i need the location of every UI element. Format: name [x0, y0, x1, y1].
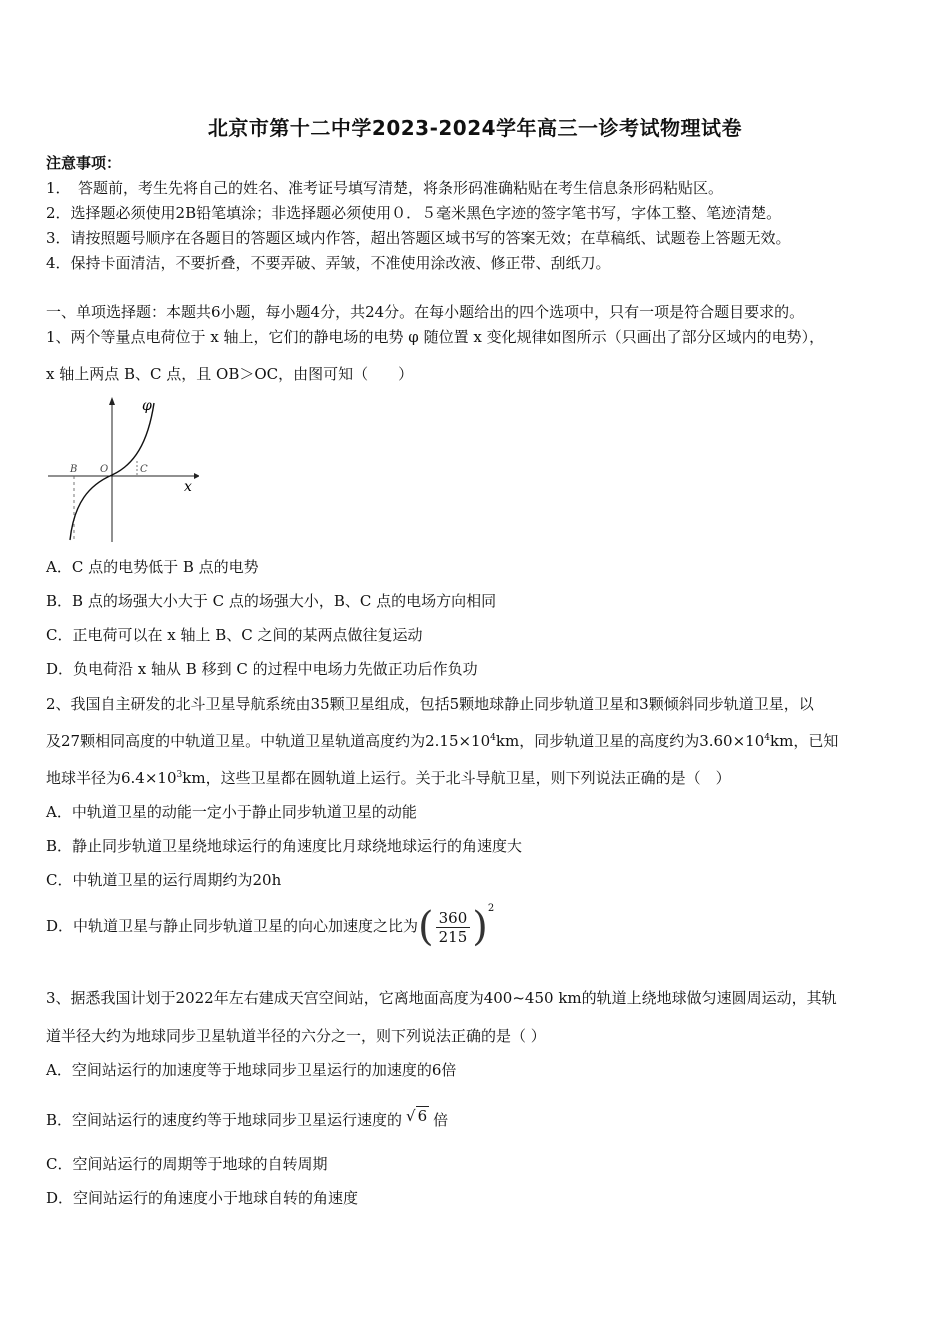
notice-heading: 注意事项：: [46, 154, 122, 172]
q2-exponent-2: 4: [764, 733, 770, 743]
right-paren: ): [472, 904, 488, 950]
notice-item-4: 4．保持卡面清洁，不要折叠，不要弄破、弄皱，不准使用涂改液、修正带、刮纸刀。: [46, 254, 611, 272]
fraction-power: 2: [487, 903, 495, 914]
q1-stem-line-1: 1、两个等量点电荷位于 x 轴上，它们的静电场的电势 φ 随位置 x 变化规律如图所示（只画出了部分区域内的电势），: [46, 328, 825, 346]
potential-graph: [44, 393, 199, 545]
notice-item-1: 1． 答题前，考生先将自己的姓名、准考证号填写清楚，将条形码准确粘贴在考生信息条形码粘贴区。: [46, 179, 724, 197]
fraction-numerator: 360: [436, 909, 471, 928]
q2-line2-part-b: km，同步轨道卫星的高度约为3.60×10: [495, 732, 765, 750]
notice-item-2: 2．选择题必须使用2B铅笔填涂；非选择题必须使用０．５毫米黑色字迹的签字笔书写，字体工整、笔迹清楚。: [46, 204, 782, 222]
q3-option-b: [46, 1106, 448, 1130]
q3-option-a: A．空间站运行的加速度等于地球同步卫星运行的加速度的6倍: [46, 1061, 457, 1079]
q2-option-b: B．静止同步轨道卫星绕地球运行的角速度比月球绕地球运行的角速度大: [46, 837, 523, 855]
label-o: O: [100, 464, 109, 475]
q2-option-d-text: D．中轨道卫星与静止同步轨道卫星的向心加速度之比为: [46, 917, 419, 935]
q2-stem-line-1: 2、我国自主研发的北斗卫星导航系统由35颗卫星组成，包括5颗地球静止同步轨道卫星和3颗倾斜同步轨道卫星，以: [46, 695, 814, 713]
section-heading: 一、单项选择题：本题共6小题，每小题4分，共24分。在每小题给出的四个选项中，只有一项是符合题目要求的。: [46, 303, 805, 321]
q2-option-a: A．中轨道卫星的动能一定小于静止同步轨道卫星的动能: [46, 803, 417, 821]
q2-exponent-1: 4: [490, 733, 496, 743]
fraction-denominator: 215: [438, 927, 468, 946]
q3-option-b-suffix: 倍: [433, 1111, 449, 1129]
q2-exponent-3: 3: [176, 770, 183, 780]
q2-line2-part-c: km，已知: [770, 732, 839, 750]
q2-line3-part-a: 地球半径为6.4×10: [46, 769, 177, 787]
left-paren: (: [418, 904, 434, 950]
sqrt-radicand: 6: [417, 1107, 428, 1125]
ratio-fraction: [436, 909, 471, 946]
q1-stem-line-2: x 轴上两点 B、C 点，且 OB＞OC，由图可知（ ）: [46, 365, 414, 383]
x-label: x: [184, 479, 192, 495]
q2-option-c: C．中轨道卫星的运行周期约为20h: [46, 871, 282, 889]
label-b: B: [70, 464, 78, 475]
page-title: 北京市第十二中学2023-2024学年高三一诊考试物理试卷: [207, 116, 743, 140]
q2-line2-part-a: 及27颗相同高度的中轨道卫星。中轨道卫星轨道高度约为2.15×10: [46, 732, 491, 750]
q2-line3-part-b: km，这些卫星都在圆轨道上运行。关于北斗导航卫星，则下列说法正确的是（ ）: [182, 769, 731, 787]
sqrt-expression: √ 6: [406, 1107, 428, 1125]
q2-option-d: [46, 903, 495, 950]
q2-stem-line-2: [46, 731, 838, 751]
q3-stem-line-2: 道半径大约为地球同步卫星轨道半径的六分之一，则下列说法正确的是（ ）: [46, 1027, 546, 1045]
x-axis-arrow: [194, 473, 199, 479]
y-axis-arrow: [109, 397, 115, 405]
q3-option-b-text: B．空间站运行的速度约等于地球同步卫星运行速度的: [46, 1111, 403, 1129]
q1-option-b: B．B 点的场强大小大于 C 点的场强大小，B、C 点的电场方向相同: [46, 592, 497, 610]
q1-option-a: A．C 点的电势低于 B 点的电势: [46, 558, 259, 576]
q1-option-c: C．正电荷可以在 x 轴上 B、C 之间的某两点做往复运动: [46, 626, 423, 644]
q3-option-c: C．空间站运行的周期等于地球的自转周期: [46, 1155, 328, 1173]
label-c: C: [140, 464, 148, 475]
q1-option-d: D．负电荷沿 x 轴从 B 移到 C 的过程中电场力先做正功后作负功: [46, 660, 478, 678]
notice-item-3: 3．请按照题号顺序在各题目的答题区域内作答，超出答题区域书写的答案无效；在草稿纸、试题卷上答题无效。: [46, 229, 791, 247]
phi-label: φ: [142, 398, 152, 414]
q3-stem-line-1: 3、据悉我国计划于2022年左右建成天宫空间站，它离地面高度为400~450 km的轨道上绕地球做匀速圆周运动，其轨: [46, 989, 837, 1007]
q2-stem-line-3: [46, 768, 731, 788]
q3-option-d: D．空间站运行的角速度小于地球自转的角速度: [46, 1189, 359, 1207]
